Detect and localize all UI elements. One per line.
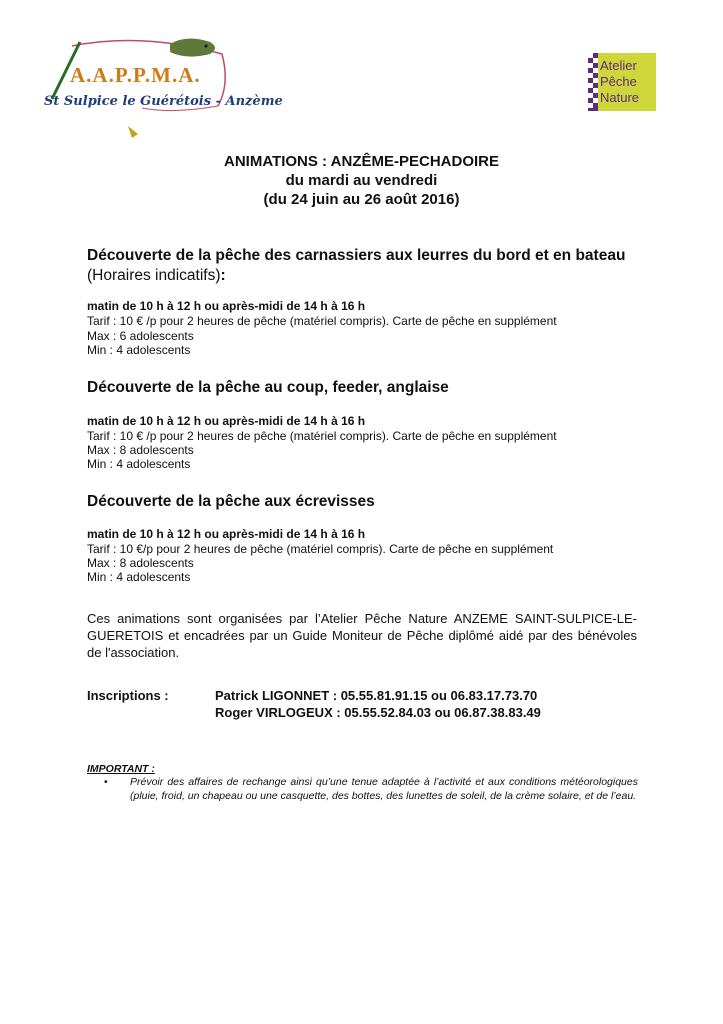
section-1-heading-text: Découverte de la pêche des carnassiers aux leurres du bord et en bateau xyxy=(87,247,626,264)
section-1-heading-note: (Horaires indicatifs) xyxy=(87,267,221,284)
atelier-peche-nature-logo xyxy=(588,53,656,111)
title-line-2: du mardi au vendredi xyxy=(285,172,438,189)
inscriptions-label: Inscriptions : xyxy=(87,688,169,703)
section-1-min: Min : 4 adolescents xyxy=(87,343,191,357)
aappma-logo xyxy=(42,34,283,144)
contact-2: Roger VIRLOGEUX : 05.55.52.84.03 ou 06.87.38.83.49 xyxy=(215,705,541,720)
section-3-tarif: Tarif : 10 €/p pour 2 heures de pêche (matériel compris). Carte de pêche en supplément xyxy=(87,542,554,556)
section-3-schedule: matin de 10 h à 12 h ou après-midi de 14 h à 16 h xyxy=(87,527,366,541)
apn-word-3: Nature xyxy=(600,90,640,105)
checker-strip-icon xyxy=(588,53,598,111)
section-3-max: Max : 8 adolescents xyxy=(87,556,194,570)
title-line-1: ANIMATIONS : ANZÊME-PECHADOIRE xyxy=(224,153,499,170)
section-1-heading-colon: : xyxy=(220,267,226,284)
organisation-paragraph: Ces animations sont organisées par l’Atelier Pêche Nature ANZEME SAINT-SULPICE-LE-GUERETOIS et encadrées par un Guide Moniteur de Pêche diplômé aidé par des bénévoles de l'association. xyxy=(87,611,637,660)
title-line-3: (du 24 juin au 26 août 2016) xyxy=(263,191,460,208)
section-3-min: Min : 4 adolescents xyxy=(87,570,191,584)
section-1-tarif: Tarif : 10 € /p pour 2 heures de pêche (matériel compris). Carte de pêche en supplément xyxy=(87,314,557,328)
logo-acronym: A.A.P.P.M.A. xyxy=(70,63,201,87)
section-1-heading xyxy=(87,246,647,286)
contact-1: Patrick LIGONNET : 05.55.81.91.15 ou 06.83.17.73.70 xyxy=(215,688,538,703)
section-2-tarif: Tarif : 10 € /p pour 2 heures de pêche (matériel compris). Carte de pêche en supplément xyxy=(87,429,557,443)
logo-town: St Sulpice le Guérétois - Anzème xyxy=(44,94,283,109)
section-3-heading: Découverte de la pêche aux écrevisses xyxy=(87,493,375,510)
section-2-heading: Découverte de la pêche au coup, feeder, anglaise xyxy=(87,379,449,396)
fishing-rod-fish-icon xyxy=(42,34,232,144)
section-1-schedule: matin de 10 h à 12 h ou après-midi de 14 h à 16 h xyxy=(87,299,366,313)
important-label: IMPORTANT : xyxy=(87,763,155,775)
bullet-icon: • xyxy=(104,776,108,788)
section-2-min: Min : 4 adolescents xyxy=(87,457,191,471)
section-2-schedule: matin de 10 h à 12 h ou après-midi de 14 h à 16 h xyxy=(87,414,366,428)
section-1-max: Max : 6 adolescents xyxy=(87,329,194,343)
document-title xyxy=(0,152,723,209)
important-note: Prévoir des affaires de rechange ainsi qu’une tenue adaptée à l’activité et aux conditions météorologiques (pluie, froid, un chapeau ou une casquette, des bottes, des lunettes de soleil, de la crème solaire, et de l’eau. xyxy=(130,776,638,802)
apn-word-2: Pêche xyxy=(600,74,637,89)
apn-word-1: Atelier xyxy=(600,58,637,73)
section-2-max: Max : 8 adolescents xyxy=(87,443,194,457)
